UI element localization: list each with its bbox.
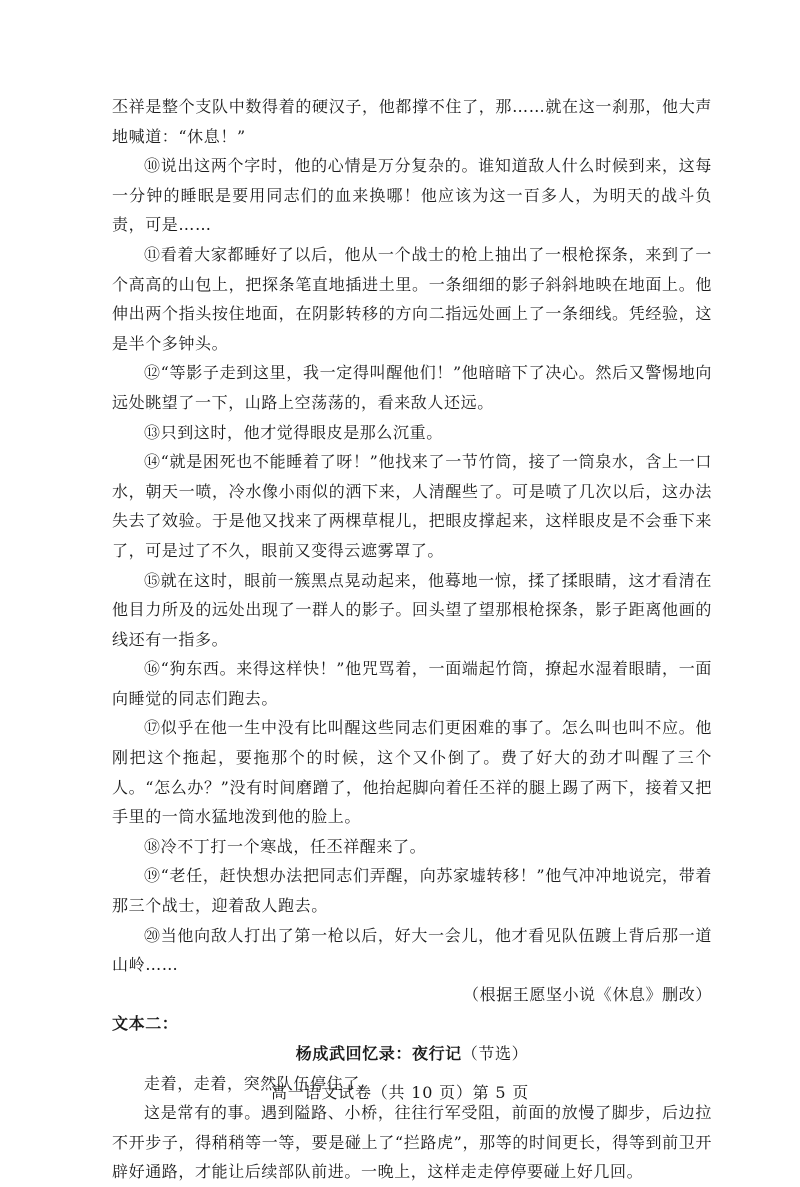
text-one-continued: [112, 92, 712, 980]
paragraph: ⑰似乎在他一生中没有比叫醒这些同志们更困难的事了。怎么叫也叫不应。他刚把这个拖起，要拖那个的时候，这个又仆倒了。费了好大的劲才叫醒了三个人。“怎么办？”没有时间磨蹭了，他抬起脚向着任丕祥的腿上踢了两下，接着又把手里的一筒水猛地泼到他的脸上。: [112, 718, 712, 827]
paragraph: ⑫“等影子走到这里，我一定得叫醒他们！”他暗暗下了决心。然后又警惕地向远处眺望了一下，山路上空荡荡的，看来敌人还远。: [112, 363, 712, 412]
paragraph: ⑲“老任，赶快想办法把同志们弄醒，向苏家墟转移！”他气冲冲地说完，带着那三个战士，迎着敌人跑去。: [112, 866, 712, 916]
paragraph: ⑮就在这时，眼前一簇黑点晃动起来，他蓦地一惊，揉了揉眼睛，这才看清在他目力所及的远处出现了一群人的影子。回头望了望那根枪探条，影子距离他画的线还有一指多。: [112, 570, 712, 649]
paragraph: ⑩说出这两个字时，他的心情是万分复杂的。谁知道敌人什么时候到来，这每一分钟的睡眠是要用同志们的血来换哪！他应该为这一百多人，为明天的战斗负责，可是……: [112, 156, 712, 235]
paragraph: ⑱冷不丁打一个寒战，任丕祥醒来了。: [144, 836, 427, 856]
paragraph: 这是常有的事。遇到隘路、小桥，往往行军受阻，前面的放慢了脚步，后边拉不开步子，得稍稍等一等，要是碰上了“拦路虎”，那等的时间更长，得等到前卫开辟好通路，才能让后续部队前进。一晚上，这样走走停停要碰上好几回。: [112, 1103, 712, 1182]
paragraph: 走着，走着，突然队伍停住了。: [144, 1073, 377, 1093]
text-two-title-suffix: （节选）: [461, 1044, 529, 1063]
paragraph: ⑪看着大家都睡好了以后，他从一个战士的枪上抽出了一根枪探条，来到了一个高高的山包上，把探条笔直地插进土里。一条细细的影子斜斜地映在地面上。他伸出两个指头按住地面，在阴影转移的方向二指远处画上了一条细线。凭经验，这是半个多钟头。: [112, 244, 712, 353]
paragraph: 丕祥是整个支队中数得着的硬汉子，他都撑不住了，那……就在这一刹那，他大声地喊道：“休息！”: [112, 97, 712, 146]
paragraph: ⑯“狗东西。来得这样快！”他咒骂着，一面端起竹筒，撩起水湿着眼睛，一面向睡觉的同志们跑去。: [112, 659, 712, 708]
text-two-title: [112, 1039, 712, 1069]
section-label-text-two: 文本二：: [112, 1014, 179, 1034]
article-body: [112, 92, 712, 1187]
text-two-title-main: 杨成武回忆录：夜行记: [295, 1044, 462, 1063]
paragraph: ⑬只到这时，他才觉得眼皮是那么沉重。: [144, 422, 443, 442]
page-footer: 高一语文试卷（共 10 页）第 5 页: [270, 1083, 530, 1102]
paragraph: ⑭“就是困死也不能睡着了呀！”他找来了一节竹筒，接了一筒泉水，含上一口水，朝天一喷，冷水像小雨似的洒下来，人清醒些了。可是喷了几次以后，这办法失去了效验。于是他又找来了两棵草棍儿，把眼皮撑起来，这样眼皮是不会垂下来了，可是过了不久，眼前又变得云遮雾罩了。: [112, 452, 712, 560]
source-note: （根据王愿坚小说《休息》删改）: [462, 984, 712, 1004]
paragraph: ⑳当他向敌人打出了第一枪以后，好大一会儿，他才看见队伍踱上背后那一道山岭……: [112, 925, 712, 975]
